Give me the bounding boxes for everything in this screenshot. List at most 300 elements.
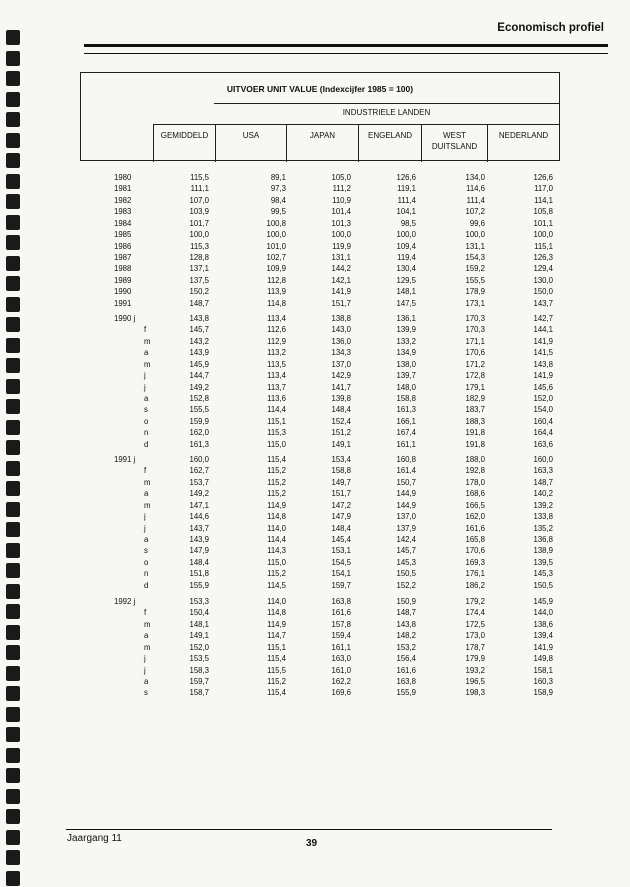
row-label: 1981 xyxy=(114,184,132,194)
table-cell: 144,0 xyxy=(533,608,553,618)
row-label: f xyxy=(144,608,147,618)
table-cell: 141,7 xyxy=(331,382,351,392)
table-cell: 97,3 xyxy=(270,184,286,194)
table-cell: 147,2 xyxy=(331,500,351,510)
table-cell: 152,0 xyxy=(533,393,553,403)
table-cell: 156,4 xyxy=(396,654,416,664)
table-cell: 172,5 xyxy=(465,619,485,629)
binding-ring xyxy=(6,276,20,291)
table-cell: 114,0 xyxy=(267,597,286,606)
binding-ring xyxy=(6,112,20,127)
table-cell: 161,1 xyxy=(396,439,416,449)
row-label: 1984 xyxy=(114,218,132,228)
row-label: m xyxy=(144,359,151,369)
table-cell: 182,9 xyxy=(465,393,485,403)
table-cell: 145,3 xyxy=(533,569,553,579)
table-cell: 193,2 xyxy=(465,665,485,675)
table-cell: 114,0 xyxy=(267,523,286,533)
table-cell: 171,2 xyxy=(465,359,485,369)
binding-ring xyxy=(6,871,20,886)
table-cell: 152,8 xyxy=(189,393,209,403)
binding-ring xyxy=(6,789,20,804)
binding-ring xyxy=(6,502,20,517)
table-cell: 154,0 xyxy=(533,405,553,415)
table-cell: 172,8 xyxy=(465,371,485,381)
table-cell: 137,0 xyxy=(396,512,416,522)
table-cell: 160,4 xyxy=(533,416,553,426)
table-cell: 148,0 xyxy=(396,382,416,392)
table-cell: 101,1 xyxy=(533,218,553,228)
table-cell: 143,8 xyxy=(396,619,416,629)
table-cell: 149,7 xyxy=(331,477,351,487)
table-cell: 130,4 xyxy=(396,264,416,274)
table-cell: 144,1 xyxy=(533,325,553,335)
row-label: 1990 j xyxy=(114,314,136,323)
table-cell: 130,0 xyxy=(533,275,553,285)
table-cell: 147,9 xyxy=(189,546,209,556)
binding-ring xyxy=(6,522,20,537)
table-cell: 179,2 xyxy=(465,597,485,606)
table-cell: 134,3 xyxy=(331,348,351,358)
table-cell: 155,5 xyxy=(465,275,485,285)
table-cell: 136,8 xyxy=(533,534,553,544)
row-label: a xyxy=(144,534,149,544)
row-label: m xyxy=(144,642,151,652)
row-label: f xyxy=(144,325,147,335)
table-cell: 169,6 xyxy=(331,688,351,698)
table-cell: 161,4 xyxy=(396,466,416,476)
table-cell: 144,9 xyxy=(396,489,416,499)
row-label: 1991 j xyxy=(114,455,136,464)
table-cell: 101,4 xyxy=(331,207,351,217)
table-cell: 126,6 xyxy=(396,173,416,182)
table-cell: 149,8 xyxy=(533,654,553,664)
table-cell: 162,0 xyxy=(465,512,485,522)
row-label: a xyxy=(144,393,149,403)
table-cell: 174,4 xyxy=(465,608,485,618)
header-rule-thin xyxy=(84,53,608,54)
table-cell: 136,1 xyxy=(396,314,416,323)
table-cell: 153,2 xyxy=(396,642,416,652)
table-cell: 137,5 xyxy=(189,275,209,285)
table-cell: 179,9 xyxy=(465,654,485,664)
table-cell: 139,8 xyxy=(331,393,351,403)
table-cell: 115,5 xyxy=(190,173,209,182)
binding-ring xyxy=(6,358,20,373)
binding-ring xyxy=(6,809,20,824)
table-cell: 101,0 xyxy=(266,241,286,251)
table-cell: 110,9 xyxy=(332,195,351,205)
binding-ring xyxy=(6,563,20,578)
table-cell: 176,1 xyxy=(465,569,485,579)
row-label: o xyxy=(144,416,149,426)
table-cell: 159,7 xyxy=(189,676,209,686)
table-cell: 133,8 xyxy=(533,512,553,522)
table-cell: 145,4 xyxy=(331,534,351,544)
column-header-nederland: NEDERLAND xyxy=(487,124,559,162)
table-cell: 147,1 xyxy=(189,500,209,510)
table-cell: 178,9 xyxy=(465,287,485,297)
row-label: s xyxy=(144,688,148,698)
table-cell: 113,7 xyxy=(267,382,286,392)
table-cell: 155,9 xyxy=(396,688,416,698)
footer-rule xyxy=(66,829,552,830)
header-divider xyxy=(214,103,559,104)
row-label: j xyxy=(144,371,146,381)
table-cell: 149,1 xyxy=(189,631,209,641)
spiral-binding xyxy=(0,0,26,887)
table-cell: 105,0 xyxy=(331,173,351,182)
binding-ring xyxy=(6,686,20,701)
row-label: 1992 j xyxy=(114,597,136,606)
table-cell: 145,9 xyxy=(189,359,209,369)
table-cell: 153,7 xyxy=(189,477,209,487)
row-label: 1980 xyxy=(114,173,132,182)
table-cell: 153,3 xyxy=(189,597,209,606)
binding-ring xyxy=(6,440,20,455)
table-cell: 129,4 xyxy=(533,264,553,274)
table-cell: 161,1 xyxy=(331,642,351,652)
table-cell: 142,9 xyxy=(331,371,351,381)
table-cell: 191,8 xyxy=(465,439,485,449)
table-cell: 151,8 xyxy=(189,569,209,579)
binding-ring xyxy=(6,174,20,189)
table-cell: 113,9 xyxy=(267,287,286,297)
table-cell: 145,7 xyxy=(396,546,416,556)
table-cell: 147,5 xyxy=(396,298,416,308)
table-cell: 119,1 xyxy=(397,184,416,194)
table-cell: 159,4 xyxy=(331,631,351,641)
table-cell: 126,6 xyxy=(533,173,553,182)
table-cell: 158,8 xyxy=(331,466,351,476)
table-cell: 126,3 xyxy=(533,252,553,262)
table-cell: 142,1 xyxy=(331,275,351,285)
table-cell: 115,1 xyxy=(267,642,286,652)
table-cell: 115,3 xyxy=(190,241,209,251)
row-label: j xyxy=(144,654,146,664)
header-rule-thick xyxy=(84,44,608,47)
row-label: 1987 xyxy=(114,252,132,262)
binding-ring xyxy=(6,543,20,558)
table-cell: 143,7 xyxy=(189,523,209,533)
table-cell: 178,7 xyxy=(465,642,485,652)
table-cell: 160,0 xyxy=(189,455,209,464)
table-cell: 152,4 xyxy=(331,416,351,426)
table-cell: 114,1 xyxy=(534,195,553,205)
table-cell: 102,7 xyxy=(266,252,286,262)
table-cell: 100,0 xyxy=(465,230,485,240)
table-cell: 99,5 xyxy=(270,207,286,217)
table-cell: 167,4 xyxy=(396,428,416,438)
table-cell: 99,6 xyxy=(469,218,485,228)
table-cell: 150,7 xyxy=(396,477,416,487)
table-cell: 191,8 xyxy=(465,428,485,438)
table-cell: 100,0 xyxy=(533,230,553,240)
table-cell: 188,3 xyxy=(465,416,485,426)
binding-ring xyxy=(6,215,20,230)
table-cell: 141,9 xyxy=(533,642,553,652)
table-cell: 161,3 xyxy=(396,405,416,415)
table-cell: 149,1 xyxy=(331,439,351,449)
table-cell: 163,8 xyxy=(396,676,416,686)
table-cell: 163,6 xyxy=(533,439,553,449)
table-cell: 112,9 xyxy=(267,336,286,346)
binding-ring xyxy=(6,379,20,394)
table-cell: 143,9 xyxy=(189,348,209,358)
binding-ring xyxy=(6,338,20,353)
table-cell: 158,8 xyxy=(396,393,416,403)
table-cell: 137,0 xyxy=(331,359,351,369)
binding-ring xyxy=(6,420,20,435)
row-label: a xyxy=(144,631,149,641)
table-cell: 103,9 xyxy=(189,207,209,217)
binding-ring xyxy=(6,461,20,476)
row-label: d xyxy=(144,580,149,590)
column-header-gemiddeld: GEMIDDELD xyxy=(153,124,215,162)
table-cell: 143,8 xyxy=(533,359,553,369)
table-cell: 148,1 xyxy=(396,287,416,297)
table-cell: 171,1 xyxy=(465,336,485,346)
binding-ring xyxy=(6,92,20,107)
column-header-west-duitsland: WEST DUITSLAND xyxy=(421,124,487,162)
binding-ring xyxy=(6,707,20,722)
column-header-japan: JAPAN xyxy=(286,124,358,162)
table-cell: 164,4 xyxy=(533,428,553,438)
table-cell: 104,1 xyxy=(396,207,416,217)
table-cell: 105,8 xyxy=(533,207,553,217)
table-cell: 115,0 xyxy=(267,557,286,567)
table-cell: 138,8 xyxy=(331,314,351,323)
table-cell: 115,4 xyxy=(267,455,286,464)
table-cell: 114,8 xyxy=(267,298,286,308)
row-label: n xyxy=(144,569,149,579)
binding-ring xyxy=(6,297,20,312)
table-cell: 89,1 xyxy=(270,173,286,182)
table-cell: 144,2 xyxy=(331,264,351,274)
table-cell: 150,4 xyxy=(189,608,209,618)
table-cell: 154,5 xyxy=(331,557,351,567)
table-cell: 166,1 xyxy=(396,416,416,426)
table-cell: 152,2 xyxy=(396,580,416,590)
binding-ring xyxy=(6,317,20,332)
binding-ring xyxy=(6,666,20,681)
table-cell: 159,7 xyxy=(331,580,351,590)
table-cell: 148,2 xyxy=(396,631,416,641)
table-cell: 112,8 xyxy=(267,275,286,285)
table-cell: 131,1 xyxy=(331,252,351,262)
table-cell: 134,9 xyxy=(396,348,416,358)
table-cell: 139,7 xyxy=(396,371,416,381)
table-cell: 159,2 xyxy=(465,264,485,274)
row-label: 1989 xyxy=(114,275,132,285)
row-label: 1988 xyxy=(114,264,132,274)
table-cell: 148,4 xyxy=(331,523,351,533)
table-cell: 115,5 xyxy=(267,665,286,675)
table-cell: 163,3 xyxy=(533,466,553,476)
table-cell: 114,7 xyxy=(267,631,286,641)
table-cell: 114,4 xyxy=(267,405,286,415)
table-cell: 173,1 xyxy=(465,298,485,308)
table-cell: 141,5 xyxy=(533,348,553,358)
table-cell: 115,2 xyxy=(267,569,286,579)
table-cell: 143,9 xyxy=(189,534,209,544)
binding-ring xyxy=(6,399,20,414)
table-cell: 170,6 xyxy=(465,348,485,358)
table-cell: 113,2 xyxy=(267,348,286,358)
table-cell: 138,6 xyxy=(533,619,553,629)
table-cell: 135,2 xyxy=(533,523,553,533)
table-cell: 166,5 xyxy=(465,500,485,510)
table-cell: 153,4 xyxy=(331,455,351,464)
table-cell: 155,9 xyxy=(189,580,209,590)
table-cell: 160,3 xyxy=(533,676,553,686)
table-cell: 114,9 xyxy=(267,500,286,510)
table-cell: 168,6 xyxy=(465,489,485,499)
table-cell: 183,7 xyxy=(465,405,485,415)
row-label: m xyxy=(144,336,151,346)
table-cell: 192,8 xyxy=(465,466,485,476)
table-cell: 157,8 xyxy=(331,619,351,629)
table-cell: 101,7 xyxy=(189,218,209,228)
table-cell: 150,9 xyxy=(396,597,416,606)
table-cell: 98,4 xyxy=(270,195,286,205)
table-cell: 149,2 xyxy=(189,382,209,392)
table-cell: 152,0 xyxy=(189,642,209,652)
table-cell: 158,3 xyxy=(189,665,209,675)
table-cell: 139,2 xyxy=(533,500,553,510)
row-label: s xyxy=(144,546,148,556)
table-cell: 115,4 xyxy=(267,654,286,664)
row-label: a xyxy=(144,489,149,499)
row-label: j xyxy=(144,382,146,392)
binding-ring xyxy=(6,235,20,250)
page-number: 39 xyxy=(306,838,318,849)
table-cell: 114,6 xyxy=(466,184,485,194)
table-cell: 115,3 xyxy=(267,428,286,438)
row-label: d xyxy=(144,439,149,449)
table-cell: 158,9 xyxy=(533,688,553,698)
table-cell: 162,2 xyxy=(331,676,351,686)
table-cell: 115,0 xyxy=(267,439,286,449)
table-cell: 111,2 xyxy=(332,184,351,194)
binding-ring xyxy=(6,194,20,209)
binding-ring xyxy=(6,30,20,45)
table-cell: 100,0 xyxy=(266,230,286,240)
column-header-usa: USA xyxy=(215,124,286,162)
binding-ring xyxy=(6,256,20,271)
table-cell: 150,0 xyxy=(533,287,553,297)
table-cell: 148,7 xyxy=(189,298,209,308)
table-cell: 113,5 xyxy=(267,359,286,369)
binding-ring xyxy=(6,850,20,865)
table-cell: 100,0 xyxy=(396,230,416,240)
table-cell: 137,9 xyxy=(396,523,416,533)
table-cell: 162,7 xyxy=(189,466,209,476)
binding-ring xyxy=(6,645,20,660)
table-cell: 145,6 xyxy=(533,382,553,392)
table-cell: 111,1 xyxy=(190,184,209,194)
table-cell: 119,9 xyxy=(332,241,351,251)
row-label: 1990 xyxy=(114,287,132,297)
table-cell: 128,8 xyxy=(189,252,209,262)
table-cell: 150,2 xyxy=(189,287,209,297)
table-cell: 133,2 xyxy=(396,336,416,346)
table-header-box xyxy=(80,72,560,161)
table-cell: 153,5 xyxy=(189,654,209,664)
table-cell: 150,5 xyxy=(533,580,553,590)
binding-ring xyxy=(6,584,20,599)
binding-ring xyxy=(6,768,20,783)
table-cell: 148,7 xyxy=(533,477,553,487)
table-cell: 138,9 xyxy=(533,546,553,556)
table-cell: 139,9 xyxy=(396,325,416,335)
row-label: j xyxy=(144,512,146,522)
table-cell: 141,9 xyxy=(533,336,553,346)
table-cell: 170,6 xyxy=(465,546,485,556)
table-cell: 169,3 xyxy=(465,557,485,567)
table-cell: 140,2 xyxy=(533,489,553,499)
table-cell: 138,0 xyxy=(396,359,416,369)
table-cell: 143,0 xyxy=(331,325,351,335)
binding-ring xyxy=(6,153,20,168)
table-cell: 100,0 xyxy=(331,230,351,240)
binding-ring xyxy=(6,625,20,640)
binding-ring xyxy=(6,51,20,66)
table-cell: 151,2 xyxy=(331,428,351,438)
row-label: a xyxy=(144,676,149,686)
table-cell: 149,2 xyxy=(189,489,209,499)
binding-ring xyxy=(6,133,20,148)
table-cell: 170,3 xyxy=(465,325,485,335)
table-cell: 154,1 xyxy=(331,569,351,579)
table-cell: 161,3 xyxy=(189,439,209,449)
row-label: 1982 xyxy=(114,195,132,205)
table-cell: 165,8 xyxy=(465,534,485,544)
table-cell: 145,7 xyxy=(189,325,209,335)
table-cell: 107,2 xyxy=(465,207,485,217)
table-cell: 113,4 xyxy=(267,314,286,323)
table-cell: 131,1 xyxy=(465,241,485,251)
table-cell: 117,0 xyxy=(534,184,553,194)
table-cell: 161,6 xyxy=(331,608,351,618)
table-cell: 144,6 xyxy=(189,512,209,522)
table-cell: 115,2 xyxy=(267,676,286,686)
table-cell: 153,1 xyxy=(331,546,351,556)
table-cell: 142,7 xyxy=(533,314,553,323)
table-cell: 163,8 xyxy=(331,597,351,606)
row-label: 1986 xyxy=(114,241,132,251)
table-subheader: INDUSTRIELE LANDEN xyxy=(342,108,431,117)
table-cell: 144,9 xyxy=(396,500,416,510)
table-cell: 144,7 xyxy=(189,371,209,381)
table-cell: 139,5 xyxy=(533,557,553,567)
table-cell: 112,6 xyxy=(267,325,286,335)
table-cell: 148,1 xyxy=(189,619,209,629)
table-cell: 114,9 xyxy=(267,619,286,629)
table-cell: 141,9 xyxy=(331,287,351,297)
table-cell: 188,0 xyxy=(465,455,485,464)
table-cell: 151,7 xyxy=(331,298,351,308)
table-cell: 143,2 xyxy=(189,336,209,346)
table-cell: 101,3 xyxy=(331,218,351,228)
table-cell: 114,8 xyxy=(267,608,286,618)
table-cell: 147,9 xyxy=(331,512,351,522)
table-cell: 148,4 xyxy=(331,405,351,415)
table-cell: 109,4 xyxy=(396,241,416,251)
row-label: j xyxy=(144,523,146,533)
table-cell: 143,8 xyxy=(189,314,209,323)
table-cell: 142,4 xyxy=(396,534,416,544)
